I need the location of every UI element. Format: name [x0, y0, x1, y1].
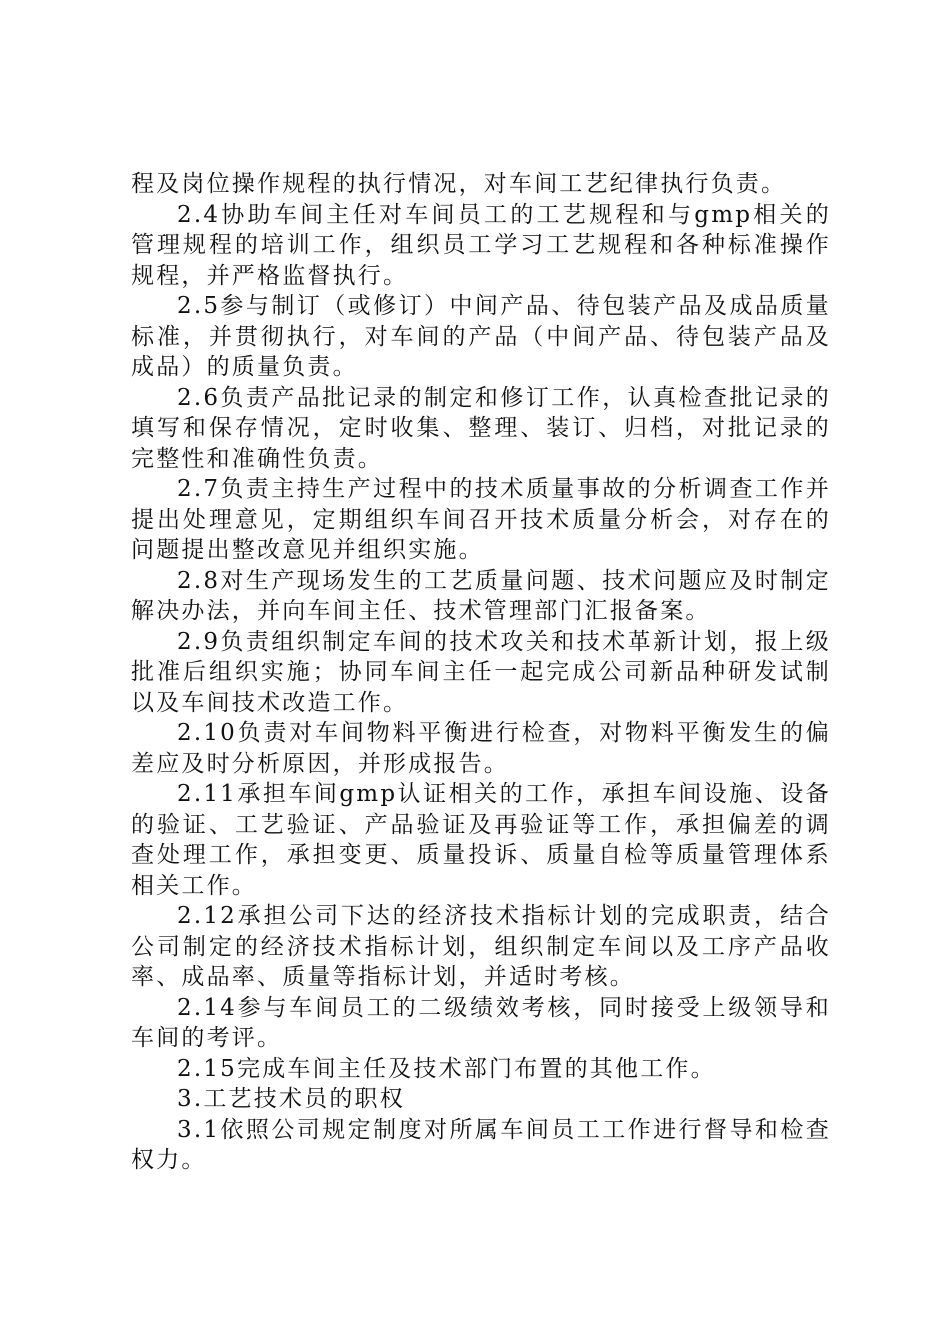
paragraph-2-10: 2.10负责对车间物料平衡进行检查，对物料平衡发生的偏差应及时分析原因，并形成报告。 [131, 720, 831, 777]
document-body [131, 169, 831, 1176]
paragraph-2-11: 2.11承担车间gmp认证相关的工作，承担车间设施、设备的验证、工艺验证、产品验证及再验证等工作，承担偏差的调查处理工作，承担变更、质量投诉、质量自检等质量管理体系相关工作。 [131, 781, 831, 899]
paragraph-2-9: 2.9负责组织制定车间的技术攻关和技术革新计划，报上级批准后组织实施；协同车间主任一起完成公司新品种研发试制以及车间技术改造工作。 [131, 628, 831, 716]
paragraph-2-4: 2.4协助车间主任对车间员工的工艺规程和与gmp相关的管理规程的培训工作，组织员工学习工艺规程和各种标准操作规程，并严格监督执行。 [131, 201, 831, 289]
paragraph-2-15: 2.15完成车间主任及技术部门布置的其他工作。 [177, 1055, 716, 1082]
paragraph-3-1: 3.1依照公司规定制度对所属车间员工工作进行督导和检查权力。 [131, 1116, 831, 1173]
paragraph-continuation: 程及岗位操作规程的执行情况，对车间工艺纪律执行负责。 [131, 171, 787, 197]
paragraph-2-14: 2.14参与车间员工的二级绩效考核，同时接受上级领导和车间的考评。 [131, 994, 831, 1051]
paragraph-2-6: 2.6负责产品批记录的制定和修订工作，认真检查批记录的填写和保存情况，定时收集、整理、装订、归档，对批记录的完整性和准确性负责。 [131, 384, 831, 472]
paragraph-2-12: 2.12承担公司下达的经济技术指标计划的完成职责，结合公司制定的经济技术指标计划，组织制定车间以及工序产品收率、成品率、质量等指标计划，并适时考核。 [131, 903, 831, 990]
paragraph-2-5: 2.5参与制订（或修订）中间产品、待包装产品及成品质量标准，并贯彻执行，对车间的产品（中间产品、待包装产品及成品）的质量负责。 [131, 293, 831, 380]
section-heading-3: 3.工艺技术员的职权 [177, 1086, 405, 1112]
paragraph-2-7: 2.7负责主持生产过程中的技术质量事故的分析调查工作并提出处理意见，定期组织车间召开技术质量分析会，对存在的问题提出整改意见并组织实施。 [131, 476, 831, 563]
paragraph-2-8: 2.8对生产现场发生的工艺质量问题、技术问题应及时制定解决办法，并向车间主任、技术管理部门汇报备案。 [131, 567, 831, 624]
